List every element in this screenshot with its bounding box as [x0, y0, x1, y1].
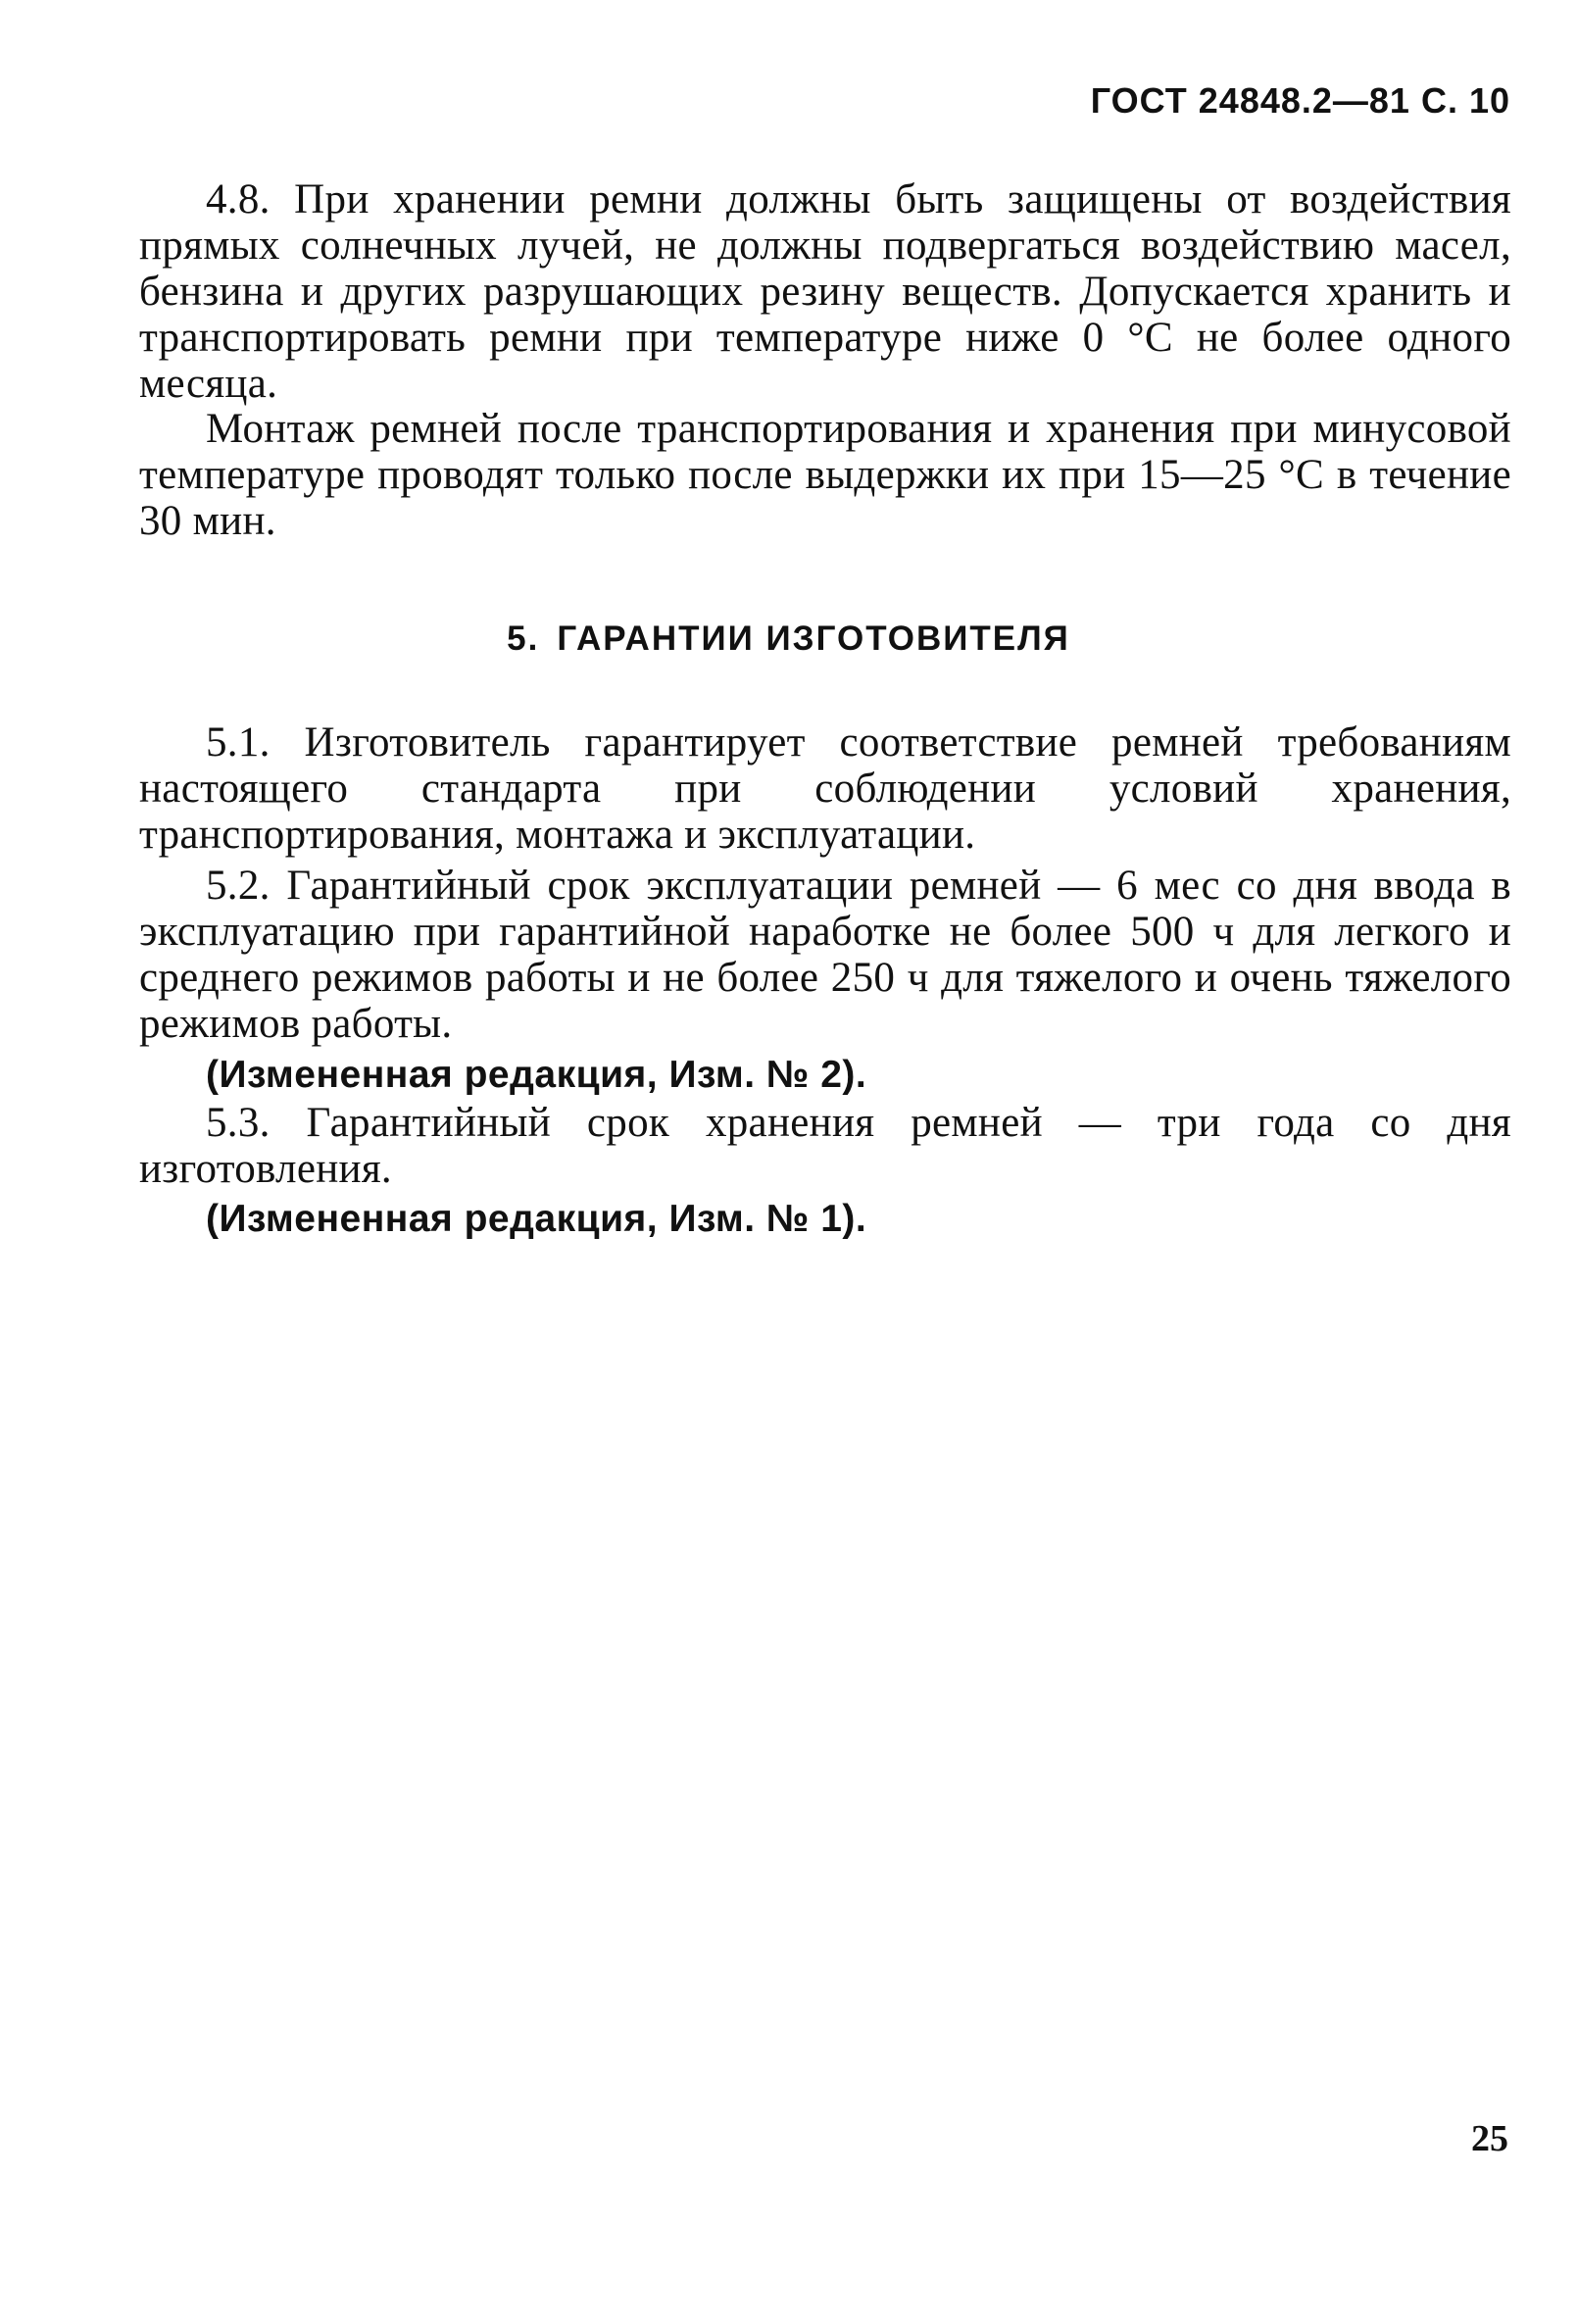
paragraph-4-8-mounting-text: Монтаж ремней после транспортирования и хранения при минусовой температуре проводят только после выдержки их при 15—25 °С в течение 30 мин.	[139, 406, 1511, 544]
section-5-heading	[0, 619, 1577, 659]
section-5-number: 5.	[507, 619, 540, 658]
paragraph-5-2-text: 5.2. Гарантийный срок эксплуатации ремней — 6 мес со дня ввода в эксплуатацию при гарантийной наработке не более 500 ч для легкого и среднего режимов работы и не более 250 ч для тяжелого и очень тяжелого режимов работы.	[139, 863, 1511, 1047]
section-5-title: ГАРАНТИИ ИЗГОТОВИТЕЛЯ	[557, 619, 1070, 658]
paragraph-5-1-text: 5.1. Изготовитель гарантирует соответствие ремней требованиям настоящего стандарта при соблюдении условий хранения, транспортирования, монтажа и эксплуатации.	[139, 719, 1511, 858]
running-header: ГОСТ 24848.2—81 С. 10	[1090, 80, 1510, 121]
amendment-note-2: (Измененная редакция, Изм. № 2).	[206, 1054, 867, 1096]
amendment-note-1: (Измененная редакция, Изм. № 1).	[206, 1198, 867, 1240]
page-number: 25	[1471, 2118, 1508, 2159]
paragraph-4-8-text: 4.8. При хранении ремни должны быть защищены от воздействия прямых солнечных лучей, не должны подвергаться воздействию масел, бензина и других разрушающих резину веществ. Допускается хранить и транспортировать ремни при температуре ниже 0 °С не более одного месяца.	[139, 176, 1511, 407]
paragraph-4-8	[139, 176, 1511, 407]
paragraph-4-8-mounting	[139, 406, 1511, 544]
paragraph-5-2	[139, 863, 1511, 1047]
paragraph-5-3-text: 5.3. Гарантийный срок хранения ремней — три года со дня изготовления.	[139, 1100, 1511, 1192]
paragraph-5-3	[139, 1100, 1511, 1192]
paragraph-5-1	[139, 719, 1511, 858]
